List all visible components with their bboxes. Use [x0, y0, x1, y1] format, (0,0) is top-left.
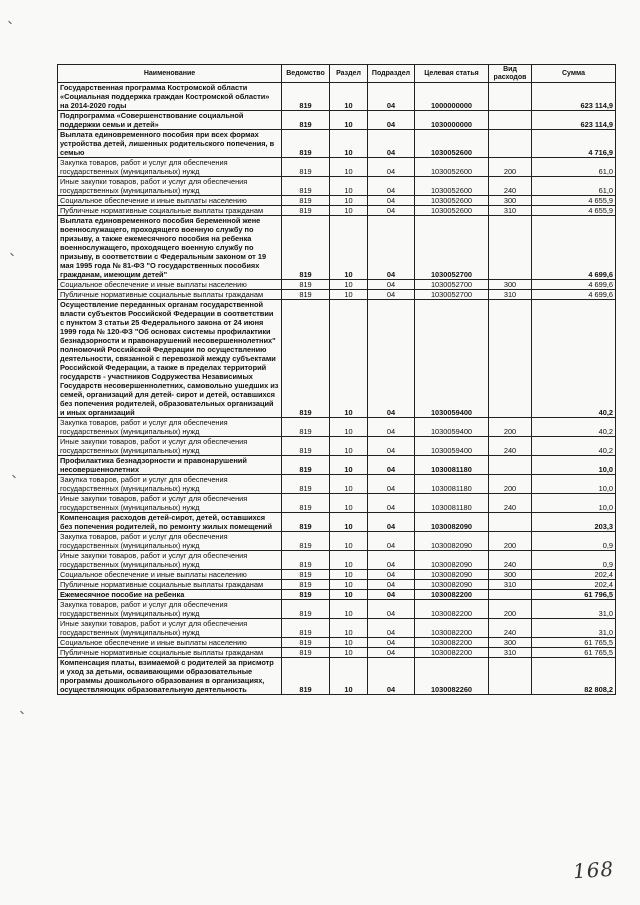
cell-section: 10 — [330, 570, 368, 580]
cell-section: 10 — [330, 590, 368, 600]
cell-exp-type: 200 — [489, 418, 532, 437]
cell-article: 1030082090 — [415, 513, 489, 532]
handwritten-page-number: 168 — [572, 856, 615, 884]
cell-sum: 4 655,9 — [532, 206, 616, 216]
cell-exp-type: 200 — [489, 158, 532, 177]
cell-exp-type — [489, 111, 532, 130]
cell-section: 10 — [330, 648, 368, 658]
cell-subsection: 04 — [368, 280, 415, 290]
table-row — [58, 418, 616, 437]
table-row — [58, 216, 616, 280]
table-row — [58, 619, 616, 638]
cell-dept: 819 — [282, 158, 330, 177]
cell-name: Публичные нормативные социальные выплаты гражданам — [58, 290, 282, 300]
scan-mark — [12, 475, 16, 479]
table-row — [58, 280, 616, 290]
cell-dept: 819 — [282, 206, 330, 216]
cell-subsection: 04 — [368, 300, 415, 418]
cell-subsection: 04 — [368, 494, 415, 513]
cell-sum: 31,0 — [532, 600, 616, 619]
cell-sum: 4 699,6 — [532, 290, 616, 300]
table-row — [58, 590, 616, 600]
cell-article: 1030052600 — [415, 130, 489, 158]
cell-sum: 40,2 — [532, 418, 616, 437]
cell-name: Осуществление переданных органам государственной власти субъектов Российской Федерации в соответствии с пунктом 3 статьи 25 Федерального закона от 24 июня 1999 года № 120-ФЗ "Об основах системы профилактики безнадзорности и правонарушений несовершеннолетних" полномочий Российской Федерации по осуществлению деятельности, связанной с перевозкой между субъектами Российской Федерации, а также в пределах территорий государств - участников Содружества Независимых Государств несовершеннолетних, самовольно ушедших из семей, организаций для детей- сирот и детей, оставшихся без попечения родителей, образовательных организаций и иных организаций — [58, 300, 282, 418]
cell-section: 10 — [330, 456, 368, 475]
cell-name: Публичные нормативные социальные выплаты гражданам — [58, 648, 282, 658]
header-section: Раздел — [330, 65, 368, 83]
cell-article: 1030081180 — [415, 456, 489, 475]
cell-article: 1030082200 — [415, 590, 489, 600]
cell-subsection: 04 — [368, 580, 415, 590]
header-sum: Сумма — [532, 65, 616, 83]
cell-section: 10 — [330, 513, 368, 532]
cell-section: 10 — [330, 177, 368, 196]
cell-article: 1030052700 — [415, 280, 489, 290]
cell-exp-type: 310 — [489, 290, 532, 300]
cell-subsection: 04 — [368, 83, 415, 111]
cell-article: 1030082200 — [415, 648, 489, 658]
cell-subsection: 04 — [368, 532, 415, 551]
cell-article: 1030082200 — [415, 600, 489, 619]
cell-section: 10 — [330, 83, 368, 111]
cell-subsection: 04 — [368, 456, 415, 475]
cell-exp-type: 300 — [489, 280, 532, 290]
table-header-row — [58, 65, 616, 83]
cell-name: Социальное обеспечение и иные выплаты населению — [58, 638, 282, 648]
cell-dept: 819 — [282, 570, 330, 580]
cell-exp-type — [489, 83, 532, 111]
table-row — [58, 494, 616, 513]
cell-subsection: 04 — [368, 216, 415, 280]
cell-exp-type: 300 — [489, 570, 532, 580]
cell-sum: 61 765,5 — [532, 648, 616, 658]
cell-name: Компенсация платы, взимаемой с родителей за присмотр и уход за детьми, осваивающими образовательные программы дошкольного образования в организациях, осуществляющих образовательную деятельность — [58, 658, 282, 695]
cell-article: 1030059400 — [415, 437, 489, 456]
cell-name: Публичные нормативные социальные выплаты гражданам — [58, 206, 282, 216]
cell-dept: 819 — [282, 456, 330, 475]
cell-subsection: 04 — [368, 158, 415, 177]
cell-exp-type: 200 — [489, 532, 532, 551]
cell-article: 1030082090 — [415, 532, 489, 551]
header-dept: Ведомство — [282, 65, 330, 83]
cell-name: Закупка товаров, работ и услуг для обеспечения государственных (муниципальных) нужд — [58, 600, 282, 619]
cell-article: 1030052600 — [415, 177, 489, 196]
cell-dept: 819 — [282, 300, 330, 418]
cell-dept: 819 — [282, 494, 330, 513]
cell-sum: 10,0 — [532, 494, 616, 513]
cell-sum: 0,9 — [532, 532, 616, 551]
cell-dept: 819 — [282, 475, 330, 494]
cell-sum: 623 114,9 — [532, 83, 616, 111]
table-row — [58, 456, 616, 475]
cell-section: 10 — [330, 580, 368, 590]
cell-article: 1030059400 — [415, 418, 489, 437]
cell-name: Социальное обеспечение и иные выплаты населению — [58, 196, 282, 206]
cell-sum: 4 655,9 — [532, 196, 616, 206]
cell-name: Ежемесячное пособие на ребенка — [58, 590, 282, 600]
cell-name: Иные закупки товаров, работ и услуг для обеспечения государственных (муниципальных) нужд — [58, 437, 282, 456]
cell-subsection: 04 — [368, 130, 415, 158]
cell-sum: 40,2 — [532, 300, 616, 418]
cell-name: Профилактика безнадзорности и правонарушений несовершеннолетних — [58, 456, 282, 475]
cell-dept: 819 — [282, 83, 330, 111]
cell-article: 1030082200 — [415, 638, 489, 648]
cell-dept: 819 — [282, 111, 330, 130]
cell-section: 10 — [330, 130, 368, 158]
cell-article: 1030000000 — [415, 111, 489, 130]
table-row — [58, 130, 616, 158]
cell-dept: 819 — [282, 196, 330, 206]
cell-subsection: 04 — [368, 437, 415, 456]
table-row — [58, 111, 616, 130]
table-row — [58, 600, 616, 619]
cell-exp-type — [489, 513, 532, 532]
table-row — [58, 648, 616, 658]
cell-subsection: 04 — [368, 475, 415, 494]
cell-name: Иные закупки товаров, работ и услуг для обеспечения государственных (муниципальных) нужд — [58, 494, 282, 513]
cell-sum: 82 808,2 — [532, 658, 616, 695]
cell-exp-type: 240 — [489, 177, 532, 196]
cell-section: 10 — [330, 300, 368, 418]
header-name: Наименование — [58, 65, 282, 83]
cell-exp-type — [489, 216, 532, 280]
cell-name: Закупка товаров, работ и услуг для обеспечения государственных (муниципальных) нужд — [58, 475, 282, 494]
table-row — [58, 206, 616, 216]
cell-dept: 819 — [282, 418, 330, 437]
cell-name: Подпрограмма «Совершенствование социальной поддержки семьи и детей» — [58, 111, 282, 130]
cell-sum: 40,2 — [532, 437, 616, 456]
cell-section: 10 — [330, 494, 368, 513]
cell-exp-type: 300 — [489, 638, 532, 648]
cell-sum: 61 765,5 — [532, 638, 616, 648]
cell-section: 10 — [330, 532, 368, 551]
cell-name: Иные закупки товаров, работ и услуг для обеспечения государственных (муниципальных) нужд — [58, 177, 282, 196]
cell-subsection: 04 — [368, 648, 415, 658]
cell-exp-type: 200 — [489, 475, 532, 494]
budget-table — [57, 64, 616, 695]
scan-mark — [20, 711, 24, 715]
cell-section: 10 — [330, 619, 368, 638]
cell-section: 10 — [330, 638, 368, 648]
cell-subsection: 04 — [368, 196, 415, 206]
cell-sum: 4 699,6 — [532, 216, 616, 280]
cell-exp-type: 240 — [489, 551, 532, 570]
table-row — [58, 580, 616, 590]
cell-dept: 819 — [282, 280, 330, 290]
cell-name: Государственная программа Костромской области «Социальная поддержка граждан Костромской области» на 2014-2020 годы — [58, 83, 282, 111]
cell-dept: 819 — [282, 619, 330, 638]
cell-exp-type: 240 — [489, 619, 532, 638]
cell-name: Закупка товаров, работ и услуг для обеспечения государственных (муниципальных) нужд — [58, 158, 282, 177]
cell-article: 1030052700 — [415, 216, 489, 280]
cell-article: 1030052600 — [415, 206, 489, 216]
cell-sum: 623 114,9 — [532, 111, 616, 130]
cell-name: Закупка товаров, работ и услуг для обеспечения государственных (муниципальных) нужд — [58, 418, 282, 437]
cell-dept: 819 — [282, 580, 330, 590]
cell-name: Компенсация расходов детей-сирот, детей, оставшихся без попечения родителей, по ремонту жилых помещений — [58, 513, 282, 532]
table-row — [58, 475, 616, 494]
table-row — [58, 83, 616, 111]
cell-sum: 61 796,5 — [532, 590, 616, 600]
cell-section: 10 — [330, 600, 368, 619]
cell-subsection: 04 — [368, 177, 415, 196]
cell-sum: 10,0 — [532, 475, 616, 494]
table-row — [58, 437, 616, 456]
cell-dept: 819 — [282, 648, 330, 658]
cell-exp-type — [489, 590, 532, 600]
table-row — [58, 658, 616, 695]
cell-dept: 819 — [282, 513, 330, 532]
cell-sum: 31,0 — [532, 619, 616, 638]
cell-sum: 4 699,6 — [532, 280, 616, 290]
cell-article: 1030082090 — [415, 551, 489, 570]
cell-dept: 819 — [282, 551, 330, 570]
cell-exp-type: 240 — [489, 494, 532, 513]
cell-sum: 4 716,9 — [532, 130, 616, 158]
cell-exp-type: 310 — [489, 206, 532, 216]
cell-article: 1030052700 — [415, 290, 489, 300]
cell-sum: 203,3 — [532, 513, 616, 532]
cell-section: 10 — [330, 280, 368, 290]
cell-exp-type: 310 — [489, 648, 532, 658]
cell-section: 10 — [330, 196, 368, 206]
table-row — [58, 570, 616, 580]
cell-name: Закупка товаров, работ и услуг для обеспечения государственных (муниципальных) нужд — [58, 532, 282, 551]
table-row — [58, 513, 616, 532]
cell-exp-type — [489, 300, 532, 418]
cell-subsection: 04 — [368, 111, 415, 130]
table-row — [58, 532, 616, 551]
cell-subsection: 04 — [368, 570, 415, 580]
cell-article: 1030082090 — [415, 570, 489, 580]
scan-mark — [10, 253, 14, 257]
scan-mark — [8, 21, 12, 25]
cell-section: 10 — [330, 290, 368, 300]
cell-article: 1030082200 — [415, 619, 489, 638]
cell-article: 1000000000 — [415, 83, 489, 111]
cell-name: Выплата единовременного пособия беременной жене военнослужащего, проходящего военную службу по призыву, а также ежемесячного пособия на ребенка военнослужащего, проходящего военную службу по призыву, в соответствии с Федеральным законом от 19 мая 1995 года № 81-ФЗ "О государственных пособиях гражданам, имеющим детей" — [58, 216, 282, 280]
cell-exp-type: 310 — [489, 580, 532, 590]
cell-subsection: 04 — [368, 590, 415, 600]
header-subsection: Подраздел — [368, 65, 415, 83]
cell-subsection: 04 — [368, 418, 415, 437]
cell-name: Иные закупки товаров, работ и услуг для обеспечения государственных (муниципальных) нужд — [58, 619, 282, 638]
cell-exp-type — [489, 658, 532, 695]
cell-sum: 0,9 — [532, 551, 616, 570]
cell-dept: 819 — [282, 638, 330, 648]
cell-article: 1030052600 — [415, 158, 489, 177]
cell-subsection: 04 — [368, 638, 415, 648]
cell-subsection: 04 — [368, 513, 415, 532]
cell-article: 1030081180 — [415, 475, 489, 494]
cell-subsection: 04 — [368, 619, 415, 638]
cell-dept: 819 — [282, 437, 330, 456]
cell-dept: 819 — [282, 290, 330, 300]
cell-section: 10 — [330, 418, 368, 437]
cell-sum: 202,4 — [532, 570, 616, 580]
header-article: Целевая статья — [415, 65, 489, 83]
cell-name: Выплата единовременного пособия при всех формах устройства детей, лишенных родительского попечения, в семью — [58, 130, 282, 158]
cell-exp-type: 240 — [489, 437, 532, 456]
cell-subsection: 04 — [368, 551, 415, 570]
cell-dept: 819 — [282, 130, 330, 158]
cell-subsection: 04 — [368, 206, 415, 216]
cell-sum: 202,4 — [532, 580, 616, 590]
cell-subsection: 04 — [368, 600, 415, 619]
table-body — [58, 83, 616, 695]
cell-dept: 819 — [282, 600, 330, 619]
cell-exp-type: 200 — [489, 600, 532, 619]
table-row — [58, 300, 616, 418]
cell-sum: 61,0 — [532, 177, 616, 196]
header-exp-type: Вид расходов — [489, 65, 532, 83]
cell-dept: 819 — [282, 532, 330, 551]
cell-dept: 819 — [282, 216, 330, 280]
cell-name: Иные закупки товаров, работ и услуг для обеспечения государственных (муниципальных) нужд — [58, 551, 282, 570]
cell-dept: 819 — [282, 177, 330, 196]
cell-section: 10 — [330, 111, 368, 130]
cell-name: Социальное обеспечение и иные выплаты населению — [58, 280, 282, 290]
cell-exp-type — [489, 130, 532, 158]
cell-name: Социальное обеспечение и иные выплаты населению — [58, 570, 282, 580]
cell-sum: 10,0 — [532, 456, 616, 475]
cell-sum: 61,0 — [532, 158, 616, 177]
cell-exp-type: 300 — [489, 196, 532, 206]
cell-section: 10 — [330, 437, 368, 456]
cell-exp-type — [489, 456, 532, 475]
cell-subsection: 04 — [368, 290, 415, 300]
table-row — [58, 158, 616, 177]
cell-section: 10 — [330, 475, 368, 494]
cell-dept: 819 — [282, 590, 330, 600]
table-row — [58, 196, 616, 206]
cell-section: 10 — [330, 216, 368, 280]
table-row — [58, 177, 616, 196]
table-row — [58, 551, 616, 570]
table-row — [58, 638, 616, 648]
cell-article: 1030082090 — [415, 580, 489, 590]
cell-article: 1030081180 — [415, 494, 489, 513]
cell-name: Публичные нормативные социальные выплаты гражданам — [58, 580, 282, 590]
cell-section: 10 — [330, 206, 368, 216]
cell-subsection: 04 — [368, 658, 415, 695]
cell-article: 1030059400 — [415, 300, 489, 418]
cell-article: 1030082260 — [415, 658, 489, 695]
cell-section: 10 — [330, 158, 368, 177]
cell-section: 10 — [330, 658, 368, 695]
cell-dept: 819 — [282, 658, 330, 695]
cell-article: 1030052600 — [415, 196, 489, 206]
cell-section: 10 — [330, 551, 368, 570]
table-row — [58, 290, 616, 300]
